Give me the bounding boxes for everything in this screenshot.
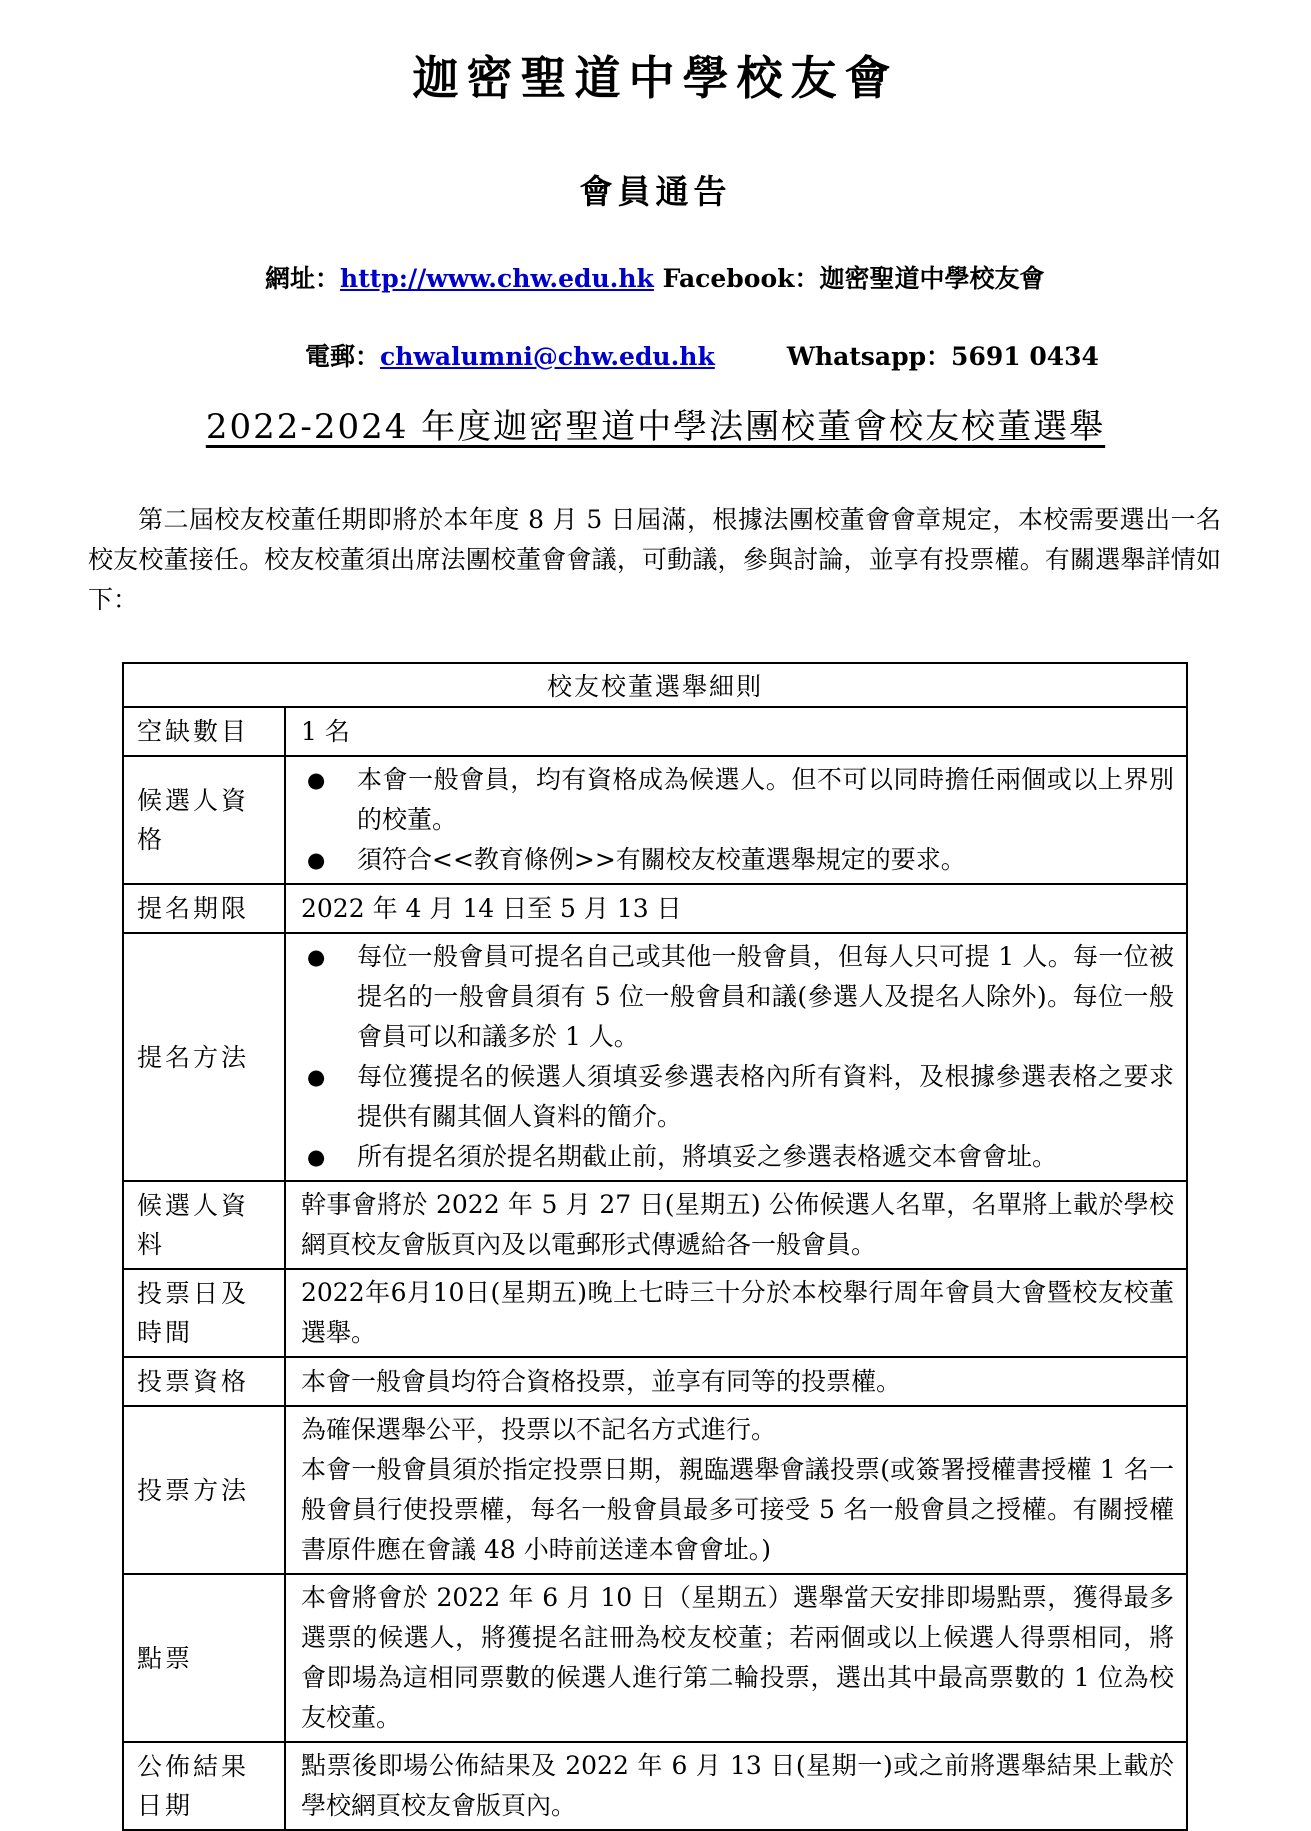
list-item-text: 所有提名須於提名期截止前，將填妥之參選表格遞交本會會址。 — [357, 1142, 1058, 1171]
table-row — [123, 1574, 1187, 1742]
row-label-vacancies: 空缺數目 — [123, 707, 285, 756]
election-heading: 2022-2024 年度迦密聖道中學法團校董會校友校董選舉 — [205, 407, 1106, 447]
list-item-text: 每位獲提名的候選人須填妥參選表格內所有資料，及根據參選表格之要求提供有關其個人資料的簡介。 — [357, 1062, 1174, 1131]
table-row — [123, 707, 1187, 756]
whatsapp-label: Whatsapp： — [786, 342, 952, 371]
table-caption-row — [123, 663, 1187, 707]
row-value-nomination-method — [285, 933, 1187, 1181]
table-row — [123, 884, 1187, 933]
email-label: 電郵： — [305, 342, 381, 371]
row-value-vote-counting: 本會將會於 2022 年 6 月 10 日（星期五）選舉當天安排即場點票，獲得最多選票的候選人，將獲提名註冊為校友校董；若兩個或以上候選人得票相同，將會即場為這相同票數的候選人進行第二輪投票，選出其中最高票數的 1 位為校友校董。 — [285, 1574, 1187, 1742]
row-label-voting-method: 投票方法 — [123, 1406, 285, 1574]
contact-line-email — [305, 337, 1311, 373]
paragraph-line: 為確保選舉公平，投票以不記名方式進行。 — [301, 1415, 777, 1444]
row-value-voting-date-time: 2022年6月10日(星期五)晚上七時三十分於本校舉行周年會員大會暨校友校董選舉。 — [285, 1269, 1187, 1357]
row-label-nomination-period: 提名期限 — [123, 884, 285, 933]
list-item-text: 須符合<<教育條例>>有關校友校董選舉規定的要求。 — [357, 845, 966, 874]
table-row — [123, 756, 1187, 884]
list-item — [301, 840, 1174, 880]
table-row — [123, 1406, 1187, 1574]
page-title: 迦密聖道中學校友會 — [412, 51, 899, 105]
intro-paragraph: 第二屆校友校董任期即將於本年度 8 月 5 日屆滿，根據法團校董會會章規定，本校需要選出一名校友校董接任。校友校董須出席法團校董會會議，可動議，參與討論，並享有投票權。有關選舉詳情如下： — [88, 505, 1221, 614]
table-row — [123, 1357, 1187, 1406]
row-label-nomination-method: 提名方法 — [123, 933, 285, 1181]
list-item — [301, 760, 1174, 840]
table-caption: 校友校董選舉細則 — [123, 663, 1187, 707]
row-label-voting-eligibility: 投票資格 — [123, 1357, 285, 1406]
election-rules-table — [122, 662, 1188, 1831]
row-value-voting-eligibility: 本會一般會員均符合資格投票，並享有同等的投票權。 — [285, 1357, 1187, 1406]
table-row — [123, 1269, 1187, 1357]
row-label-voting-date-time: 投票日及時間 — [123, 1269, 285, 1357]
website-label: 網址： — [265, 264, 341, 293]
bullet-icon: ● — [307, 1065, 326, 1089]
bullet-icon: ● — [307, 848, 326, 872]
paragraph-line: 本會一般會員須於指定投票日期，親臨選舉會議投票(或簽署授權書授權 1 名一般會員行使投票權，每名一般會員最多可接受 5 名一般會員之授權。有關授權書原件應在會議 48 小時前送達本會會址。) — [301, 1455, 1174, 1564]
facebook-name: 迦密聖道中學校友會 — [819, 264, 1045, 293]
table-row — [123, 1181, 1187, 1269]
facebook-label: Facebook： — [653, 264, 820, 293]
row-value-candidate-info: 幹事會將於 2022 年 5 月 27 日(星期五) 公佈候選人名單，名單將上載於學校網頁校友會版頁內及以電郵形式傳遞給各一般會員。 — [285, 1181, 1187, 1269]
notice-subtitle: 會員通告 — [579, 172, 732, 211]
row-value-candidate-eligibility — [285, 756, 1187, 884]
contact-line-website — [265, 259, 1311, 295]
table-row — [123, 933, 1187, 1181]
row-value-nomination-period: 2022 年 4 月 14 日至 5 月 13 日 — [285, 884, 1187, 933]
list-item-text: 每位一般會員可提名自己或其他一般會員，但每人只可提 1 人。每一位被提名的一般會員須有 5 位一般會員和議(參選人及提名人除外)。每位一般會員可以和議多於 1 人。 — [357, 942, 1174, 1051]
row-label-result-announcement: 公佈結果日期 — [123, 1742, 285, 1830]
whatsapp-number: 5691 0434 — [951, 342, 1099, 371]
list-item-text: 本會一般會員，均有資格成為候選人。但不可以同時擔任兩個或以上界別的校董。 — [357, 765, 1174, 834]
list-item — [301, 937, 1174, 1057]
row-label-candidate-info: 候選人資料 — [123, 1181, 285, 1269]
row-value-voting-method — [285, 1406, 1187, 1574]
row-value-result-announcement: 點票後即場公佈結果及 2022 年 6 月 13 日(星期一)或之前將選舉結果上載於學校網頁校友會版頁內。 — [285, 1742, 1187, 1830]
row-label-vote-counting: 點票 — [123, 1574, 285, 1742]
list-item — [301, 1057, 1174, 1137]
bullet-icon: ● — [307, 768, 326, 792]
list-item — [301, 1137, 1174, 1177]
row-label-candidate-eligibility: 候選人資格 — [123, 756, 285, 884]
bullet-icon: ● — [307, 1145, 326, 1169]
table-row — [123, 1742, 1187, 1830]
email-link[interactable]: chwalumni@chw.edu.hk — [380, 342, 715, 371]
row-value-vacancies: 1 名 — [285, 707, 1187, 756]
website-link[interactable]: http://www.chw.edu.hk — [340, 264, 654, 293]
bullet-icon: ● — [307, 945, 326, 969]
